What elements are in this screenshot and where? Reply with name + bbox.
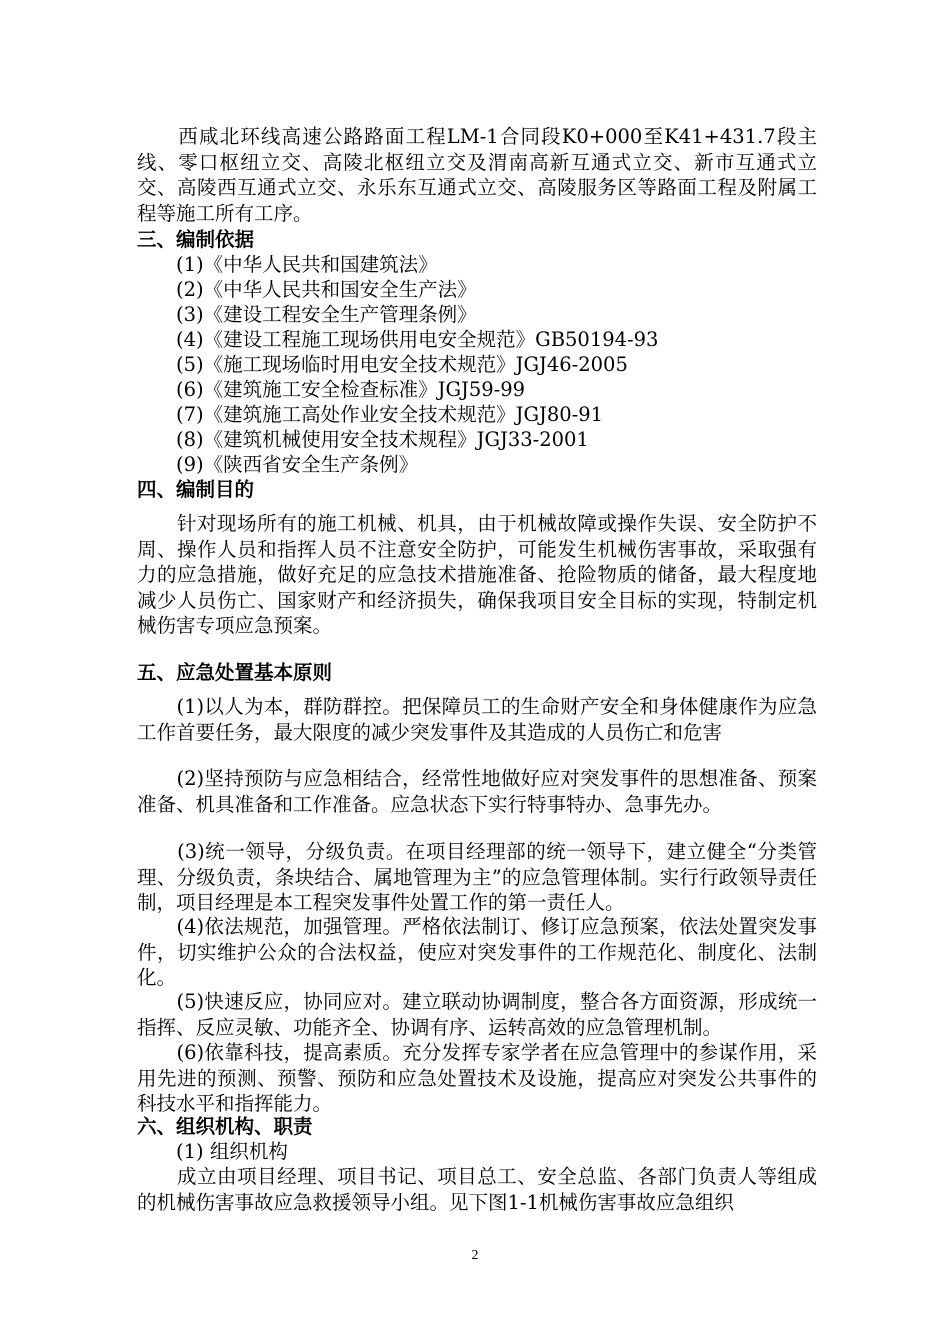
section-4-heading: 四、编制目的 [137,478,255,501]
principle-1: (1)以人为本，群防群控。把保障员工的生命财产安全和身体健康作为应急工作首要任务，最大限度的减少突发事件及其造成的人员伤亡和危害 [137,695,817,744]
basis-item-7: (7)《建筑施工高处作业安全技术规范》JGJ80-91 [176,403,604,426]
section-5-heading: 五、应急处置基本原则 [137,661,333,684]
basis-item-2: (2)《中华人民共和国安全生产法》 [176,278,477,301]
section-6-heading: 六、组织机构、职责 [137,1115,313,1138]
section-3-heading: 三、编制依据 [137,228,255,251]
basis-item-3: (3)《建设工程安全生产管理条例》 [176,303,477,326]
basis-item-8: (8)《建筑机械使用安全技术规程》JGJ33-2001 [176,428,589,451]
org-paragraph: 成立由项目经理、项目书记、项目总工、安全总监、各部门负责人等组成的机械伤害事故应急救援领导小组。见下图1-1机械伤害事故应急组织 [137,1165,817,1214]
basis-item-6: (6)《建筑施工安全检查标准》JGJ59-99 [176,378,526,401]
purpose-paragraph: 针对现场所有的施工机械、机具，由于机械故障或操作失误、安全防护不周、操作人员和指挥人员不注意安全防护，可能发生机械伤害事故，采取强有力的应急措施，做好充足的应急技术措施准备、抢险物质的储备，最大程度地减少人员伤亡、国家财产和经济损失，确保我项目安全目标的实现，特制定机械伤害专项应急预案。 [137,512,817,638]
principle-3: (3)统一领导，分级负责。在项目经理部的统一领导下，建立健全“分类管理、分级负责，条块结合、属地管理为主”的应急管理体制。实行行政领导责任制，项目经理是本工程突发事件处置工作的第一责任人。 [137,840,817,915]
page-number: 2 [471,1248,479,1263]
org-subheading: (1) 组织机构 [176,1140,288,1163]
principle-2: (2)坚持预防与应急相结合，经常性地做好应对突发事件的思想准备、预案准备、机具准备和工作准备。应急状态下实行特事特办、急事先办。 [137,767,817,816]
scope-paragraph: 西咸北环线高速公路路面工程LM-1合同段K0+000至K41+431.7段主线、零口枢纽立交、高陵北枢纽立交及渭南高新互通式立交、新市互通式立交、高陵西互通式立交、永乐东互通式立交、高陵服务区等路面工程及附属工程等施工所有工序。 [137,125,817,225]
basis-item-9: (9)《陕西省安全生产条例》 [176,453,419,476]
principle-6: (6)依靠科技，提高素质。充分发挥专家学者在应急管理中的参谋作用，采用先进的预测、预警、预防和应急处置技术及设施，提高应对突发公共事件的科技水平和指挥能力。 [137,1041,817,1116]
basis-item-1: (1)《中华人民共和国建筑法》 [176,253,438,276]
basis-item-4: (4)《建设工程施工现场供用电安全规范》GB50194-93 [176,328,659,351]
principle-4: (4)依法规范，加强管理。严格依法制订、修订应急预案，依法处置突发事件，切实维护公众的合法权益，使应对突发事件的工作规范化、制度化、法制化。 [137,915,817,990]
basis-item-5: (5)《施工现场临时用电安全技术规范》JGJ46-2005 [176,353,628,376]
principle-5: (5)快速反应，协同应对。建立联动协调制度，整合各方面资源，形成统一指挥、反应灵敏、功能齐全、协调有序、运转高效的应急管理机制。 [137,990,817,1039]
